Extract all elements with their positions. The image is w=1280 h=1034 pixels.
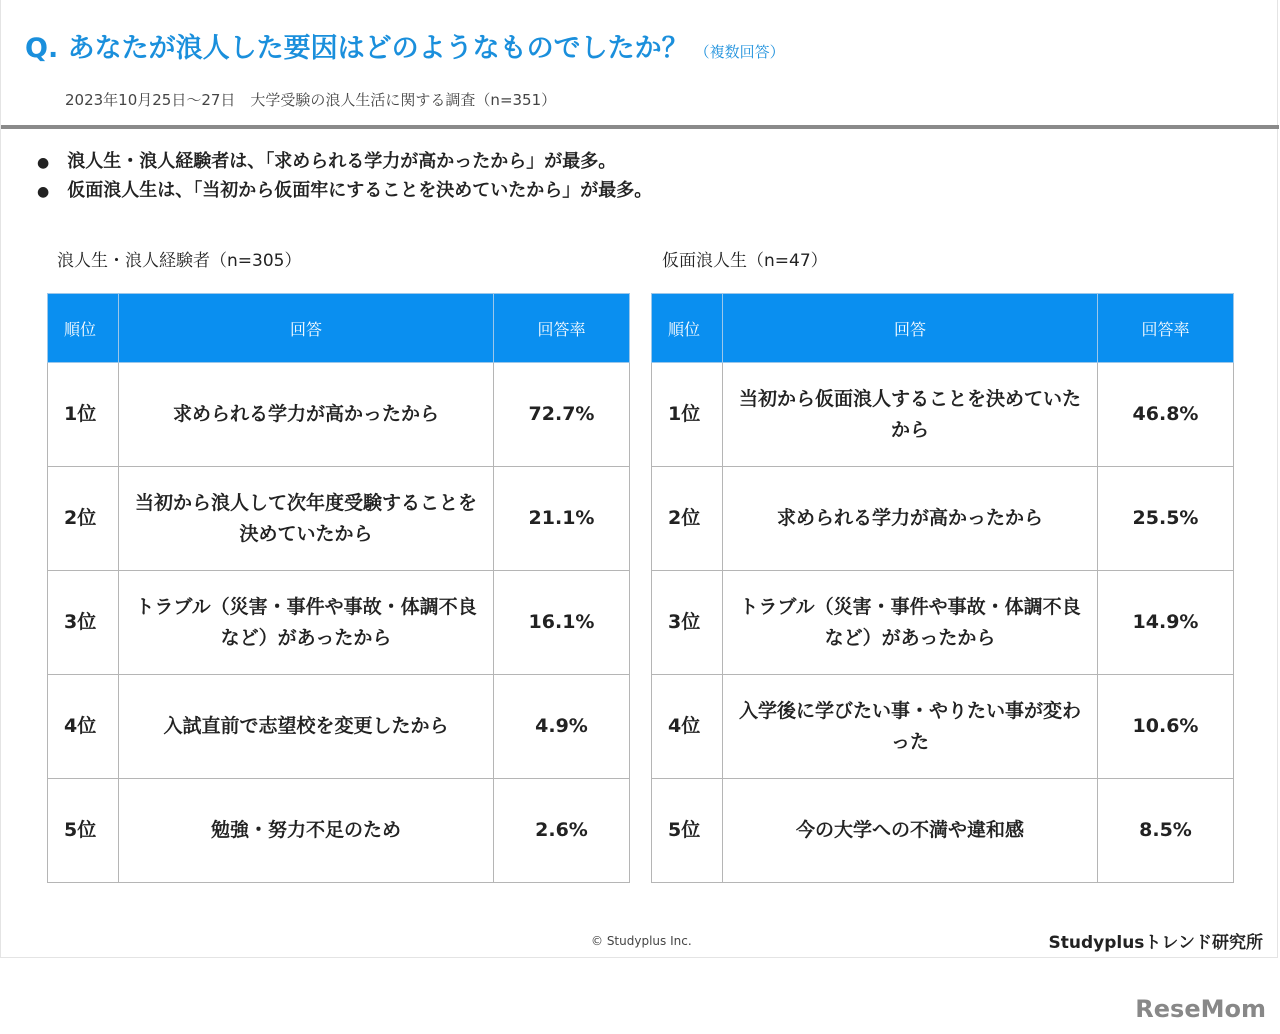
header-row: [652, 294, 1234, 363]
bullet: ● 浪人生・浪人経験者は、「求められる学力が高かったから」が最多。: [37, 148, 652, 177]
table-row: [48, 779, 630, 883]
table-row: [652, 363, 1234, 467]
answer-cell: 当初から浪人して次年度受験することを決めていたから: [119, 467, 494, 571]
rank-cell: 5位: [48, 779, 119, 883]
column-header: 回答率: [1098, 294, 1234, 363]
table-row: [48, 467, 630, 571]
rate-cell: 4.9%: [494, 675, 630, 779]
rank-cell: 1位: [652, 363, 723, 467]
resemom-watermark: ReseMom: [1135, 995, 1266, 1023]
rank-cell: 3位: [652, 571, 723, 675]
survey-subtitle: 2023年10月25日～27日 大学受験の浪人生活に関する調査（n=351）: [65, 91, 557, 109]
rate-cell: 46.8%: [1098, 363, 1234, 467]
answer-cell: 入試直前で志望校を変更したから: [119, 675, 494, 779]
column-header: 順位: [48, 294, 119, 363]
column-header: 回答: [723, 294, 1098, 363]
rank-cell: 2位: [48, 467, 119, 571]
rank-cell: 5位: [652, 779, 723, 883]
divider: [1, 125, 1279, 129]
bullet: ● 仮面浪人生は、「当初から仮面牢にすることを決めていたから」が最多。: [37, 177, 652, 206]
answer-cell: 今の大学への不満や違和感: [723, 779, 1098, 883]
rate-cell: 2.6%: [494, 779, 630, 883]
table-row: [652, 779, 1234, 883]
title-note: （複数回答）: [694, 43, 785, 61]
rank-cell: 1位: [48, 363, 119, 467]
rank-cell: 2位: [652, 467, 723, 571]
rank-cell: 4位: [652, 675, 723, 779]
answer-cell: 当初から仮面浪人することを決めていたから: [723, 363, 1098, 467]
table-row: [48, 571, 630, 675]
table-row: [48, 675, 630, 779]
brand-logo: Studyplusトレンド研究所: [1048, 933, 1263, 953]
kamen-ronin-table: [651, 293, 1234, 883]
summary-bullets: [37, 148, 652, 206]
header-row: [48, 294, 630, 363]
page-title: [25, 26, 785, 65]
rate-cell: 16.1%: [494, 571, 630, 675]
table-row: [652, 571, 1234, 675]
answer-cell: 求められる学力が高かったから: [119, 363, 494, 467]
table-row: [48, 363, 630, 467]
copyright: © Studyplus Inc.: [591, 934, 692, 948]
table-row: [652, 467, 1234, 571]
rate-cell: 8.5%: [1098, 779, 1234, 883]
answer-cell: 入学後に学びたい事・やりたい事が変わった: [723, 675, 1098, 779]
column-header: 回答: [119, 294, 494, 363]
rate-cell: 21.1%: [494, 467, 630, 571]
ronin-table: [47, 293, 630, 883]
answer-cell: 勉強・努力不足のため: [119, 779, 494, 883]
rate-cell: 14.9%: [1098, 571, 1234, 675]
rate-cell: 72.7%: [494, 363, 630, 467]
table-row: [652, 675, 1234, 779]
answer-cell: 求められる学力が高かったから: [723, 467, 1098, 571]
table-caption: 仮面浪人生（n=47）: [662, 251, 828, 271]
rate-cell: 10.6%: [1098, 675, 1234, 779]
rate-cell: 25.5%: [1098, 467, 1234, 571]
column-header: 回答率: [494, 294, 630, 363]
answer-cell: トラブル（災害・事件や事故・体調不良など）があったから: [723, 571, 1098, 675]
table-caption: 浪人生・浪人経験者（n=305）: [57, 251, 302, 271]
column-header: 順位: [652, 294, 723, 363]
answer-cell: トラブル（災害・事件や事故・体調不良など）があったから: [119, 571, 494, 675]
rank-cell: 3位: [48, 571, 119, 675]
rank-cell: 4位: [48, 675, 119, 779]
title-text: Q. あなたが浪人した要因はどのようなものでしたか？: [25, 33, 689, 64]
